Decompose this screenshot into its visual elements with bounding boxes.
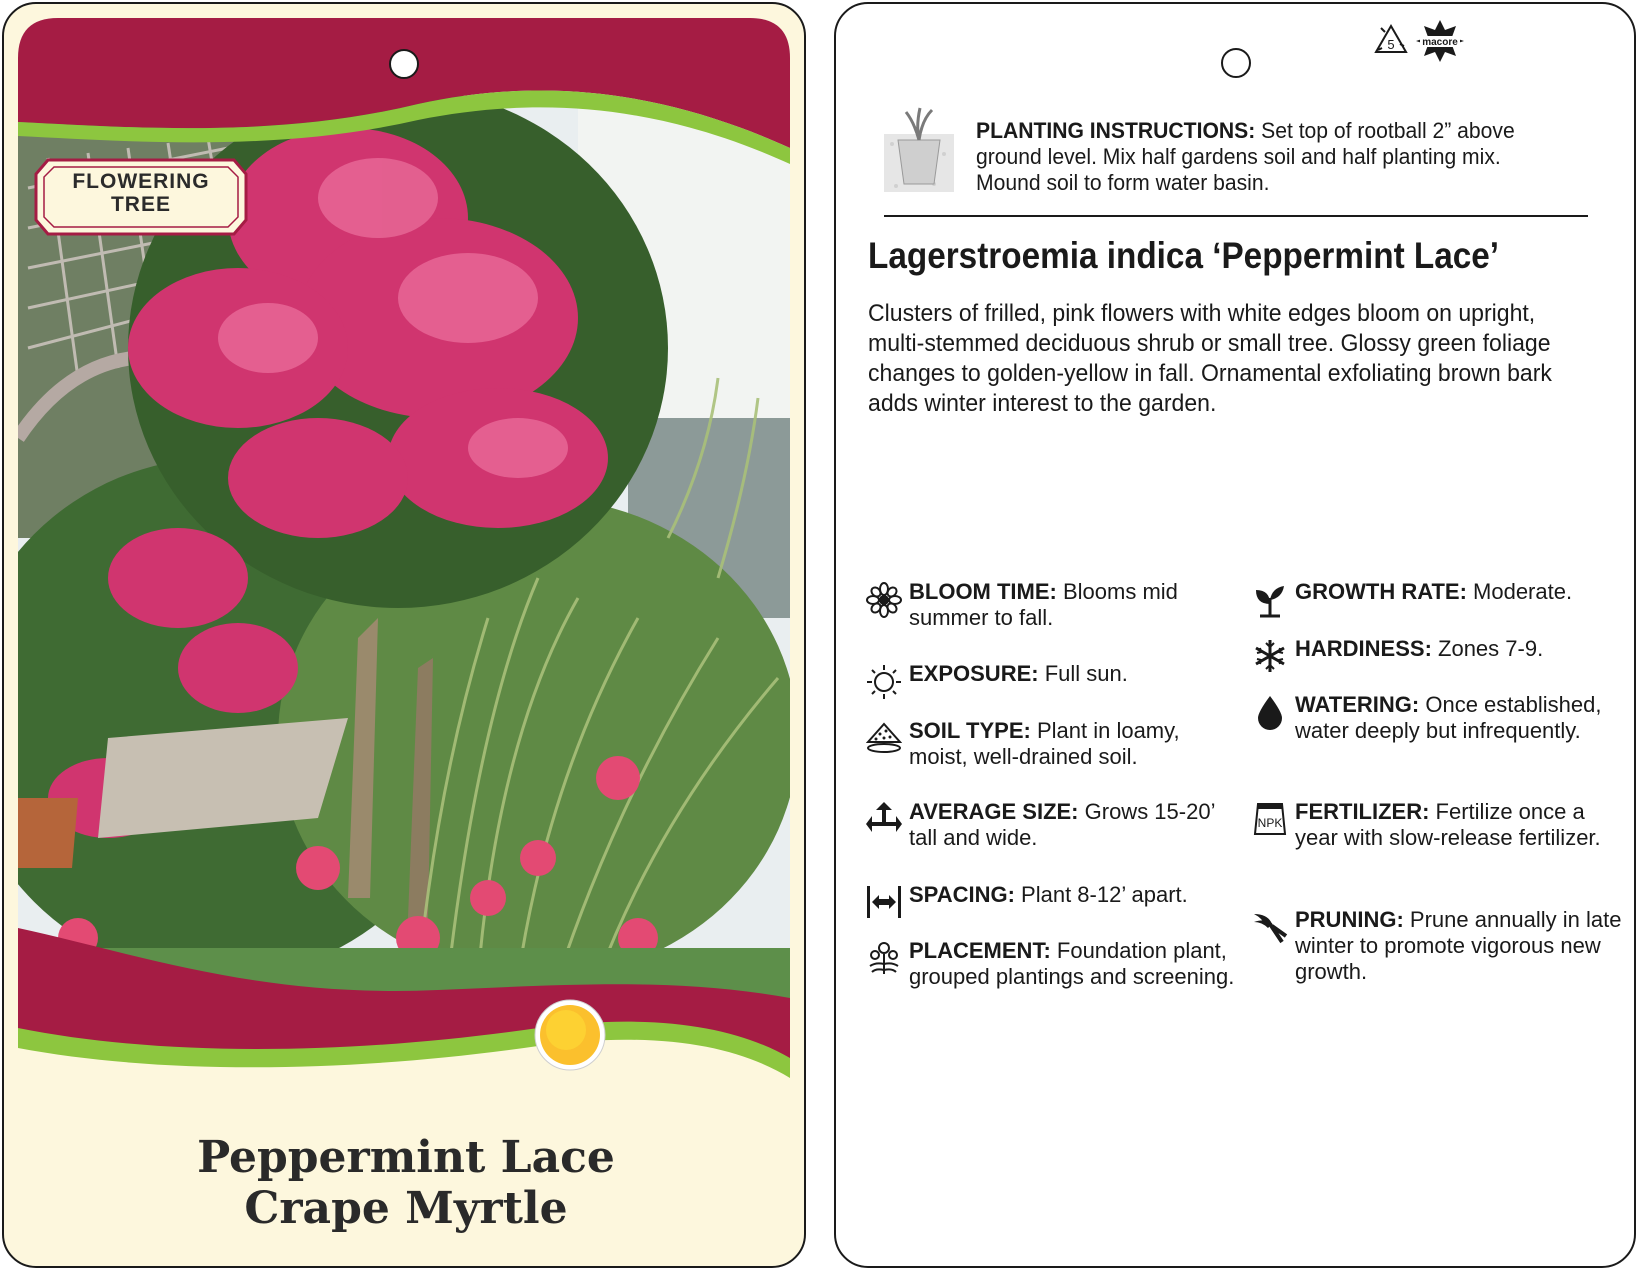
hang-hole xyxy=(389,49,419,79)
npk-label: NPK xyxy=(1257,816,1283,830)
pruning-info xyxy=(1295,907,1625,985)
average-size-label: AVERAGE SIZE: xyxy=(909,799,1079,824)
spacing-label: SPACING: xyxy=(909,882,1015,907)
recycle-number: 5 xyxy=(1387,37,1395,52)
badge-line-2: TREE xyxy=(110,193,171,216)
divider xyxy=(884,215,1588,217)
sprout-icon xyxy=(1252,582,1288,618)
growth-rate-text: Moderate. xyxy=(1466,579,1573,604)
bloom-time-label: BLOOM TIME: xyxy=(909,579,1057,604)
spacing-arrows-icon xyxy=(866,884,902,920)
hardiness-info xyxy=(1295,636,1625,662)
common-name xyxy=(4,1132,806,1234)
common-name-line-2: Crape Myrtle xyxy=(244,1183,568,1234)
pruning-text: Prune annually in late winter to promote vigorous new growth. xyxy=(1295,907,1622,984)
plant-description: Clusters of frilled, pink flowers with white edges bloom on upright, multi-stemmed deciduous shrub or small tree. Glossy green foliage changes to golden-yellow in fall. Ornamental exfoliating brown bark adds winter interest to the garden. xyxy=(868,300,1552,417)
planting-instructions xyxy=(976,118,1562,196)
placement-text: Foundation plant, grouped plantings and screening. xyxy=(909,938,1235,989)
back-hang-hole xyxy=(1221,48,1251,78)
spacing-text: Plant 8-12’ apart. xyxy=(1014,882,1188,907)
hardiness-label: HARDINESS: xyxy=(1295,636,1432,661)
front-tag xyxy=(2,2,806,1268)
exposure-text: Full sun. xyxy=(1038,661,1128,686)
watering-label: WATERING: xyxy=(1295,692,1420,717)
bloom-time-text: Blooms mid summer to fall. xyxy=(909,579,1178,630)
soil-type-text: Plant in loamy, moist, well-drained soil. xyxy=(909,718,1180,769)
soil-type-label: SOIL TYPE: xyxy=(909,718,1031,743)
size-arrows-icon xyxy=(866,800,902,836)
botanical-name: Lagerstroemia indica ‘Peppermint Lace’ xyxy=(868,235,1500,276)
macore-logo-text: macore xyxy=(1422,37,1458,48)
recycle-icon xyxy=(1372,22,1410,60)
exposure-label: EXPOSURE: xyxy=(909,661,1039,686)
category-badge xyxy=(34,170,248,216)
planting-text: Set top of rootball 2” above ground level. Mix half gardens soil and half planting mix. Mound soil to form water basin. xyxy=(976,118,1515,195)
full-sun-icon xyxy=(533,998,607,1072)
npk-bag-icon xyxy=(1252,800,1288,836)
soil-type-info xyxy=(909,718,1239,770)
spacing-info xyxy=(909,882,1239,908)
bloom-time-info xyxy=(909,579,1239,631)
potted-plant-icon xyxy=(884,104,954,194)
soil-icon xyxy=(866,718,902,754)
snowflake-icon xyxy=(1252,638,1288,674)
flower-icon xyxy=(866,582,902,618)
placement-label: PLACEMENT: xyxy=(909,938,1051,963)
growth-rate-info xyxy=(1295,579,1625,605)
growth-rate-label: GROWTH RATE: xyxy=(1295,579,1467,604)
hardiness-text: Zones 7-9. xyxy=(1431,636,1544,661)
water-drop-icon xyxy=(1252,694,1288,730)
watering-text: Once established, water deeply but infrequently. xyxy=(1295,692,1602,743)
common-name-line-1: Peppermint Lace xyxy=(197,1132,615,1183)
fertilizer-label: FERTILIZER: xyxy=(1295,799,1430,824)
pruning-label: PRUNING: xyxy=(1295,907,1404,932)
sun-outline-icon xyxy=(866,664,902,700)
exposure-info xyxy=(909,661,1239,687)
average-size-info xyxy=(909,799,1239,851)
placement-icon xyxy=(866,940,902,976)
macore-logo xyxy=(1414,18,1466,64)
watering-info xyxy=(1295,692,1625,744)
average-size-text: Grows 15-20’ tall and wide. xyxy=(909,799,1215,850)
badge-line-1: FLOWERING xyxy=(72,170,210,193)
pruners-icon xyxy=(1252,908,1288,944)
fertilizer-text: Fertilize once a year with slow-release fertilizer. xyxy=(1295,799,1601,850)
placement-info xyxy=(909,938,1239,990)
fertilizer-info xyxy=(1295,799,1625,851)
planting-label: PLANTING INSTRUCTIONS: xyxy=(976,118,1256,143)
